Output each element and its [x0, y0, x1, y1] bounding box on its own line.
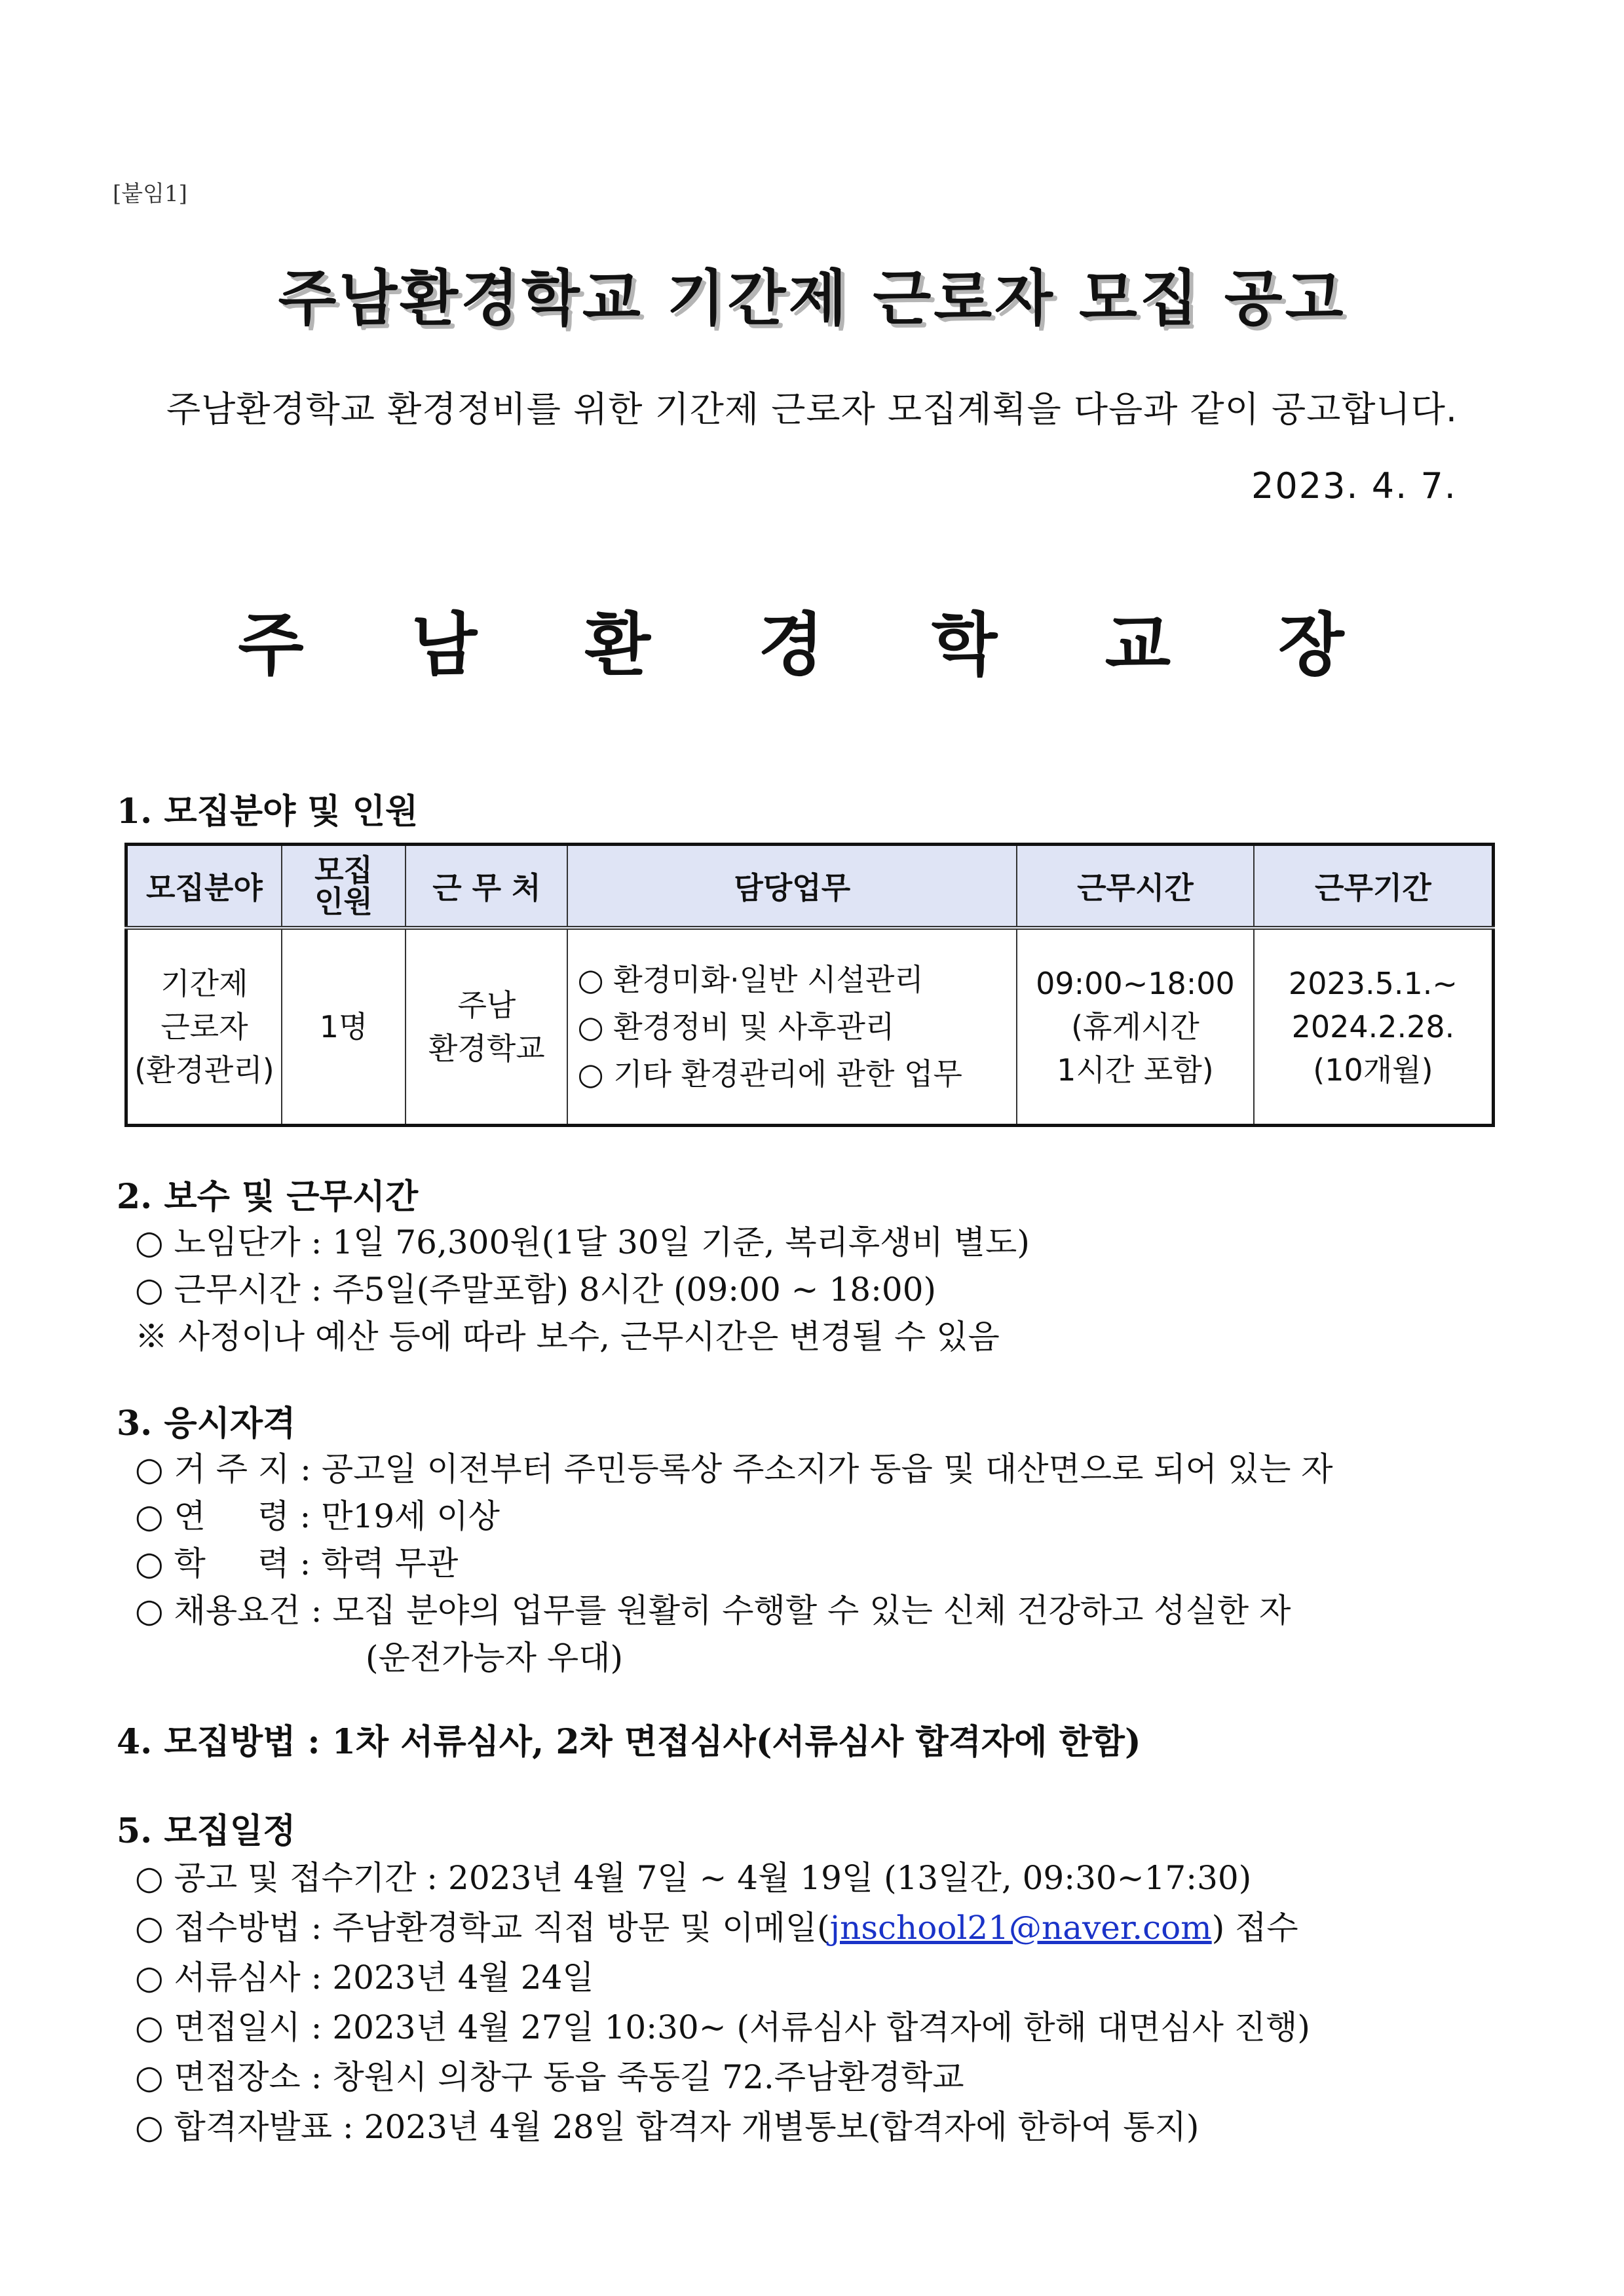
email-link[interactable]: jnschool21@naver.com — [829, 1909, 1212, 1947]
schedule-interview-date: ○ 면접일시 : 2023년 4월 27일 10:30~ (서류심사 합격자에 한해 대면심사 진행) — [135, 2008, 1310, 2046]
cell-field-line: 근로자 — [161, 1009, 248, 1044]
cell-place-line: 환경학교 — [428, 1031, 545, 1066]
cell-duty — [567, 928, 1017, 1126]
method-text-end: ) 접수 — [1211, 1909, 1298, 1947]
header-duty: 담당업무 — [567, 845, 1017, 928]
section5-heading: 5. 모집일정 — [117, 1811, 296, 1851]
section4-heading: 4. 모집방법 : 1차 서류심사, 2차 면접심사(서류심사 합격자에 한함) — [117, 1722, 1141, 1762]
principal-signature: 주 남 환 경 학 교 장 — [238, 605, 1386, 685]
pay-rate-line: ○ 노임단가 : 1일 76,300원(1달 30일 기준, 복리후생비 별도) — [135, 1223, 1030, 1261]
header-count — [282, 845, 406, 928]
section1-heading: 1. 모집분야 및 인원 — [117, 792, 419, 832]
page-title: 주남환경학교 기간제 근로자 모집 공고 — [278, 263, 1346, 334]
table-header-row — [126, 845, 1494, 928]
qualification-residence: ○ 거 주 지 : 공고일 이전부터 주민등록상 주소지가 동읍 및 대산면으로 되어 있는 자 — [135, 1450, 1333, 1488]
cell-duty-line: ○ 환경정비 및 사후관리 — [577, 1009, 895, 1044]
qualification-preference: (운전가능자 우대) — [366, 1639, 624, 1677]
cell-place — [406, 928, 567, 1126]
cell-field-line: 기간제 — [161, 966, 248, 1001]
header-hours: 근무시간 — [1017, 845, 1254, 928]
note-line: ※ 사정이나 예산 등에 따라 보수, 근무시간은 변경될 수 있음 — [135, 1318, 1000, 1356]
cell-hours — [1017, 928, 1254, 1126]
announcement-date: 2023. 4. 7. — [1251, 465, 1457, 507]
header-count-line2: 인원 — [314, 884, 373, 919]
cell-hours-line: (휴게시간 — [1071, 1009, 1199, 1044]
cell-hours-line: 09:00~18:00 — [1036, 966, 1235, 1001]
table-row — [126, 928, 1494, 1126]
work-hours-line: ○ 근무시간 : 주5일(주말포함) 8시간 (09:00 ~ 18:00) — [135, 1271, 937, 1309]
qualification-age: ○ 연 령 : 만19세 이상 — [135, 1497, 500, 1535]
schedule-interview-place: ○ 면접장소 : 창원시 의창구 동읍 죽동길 72.주남환경학교 — [135, 2058, 964, 2096]
method-text: ○ 접수방법 : 주남환경학교 직접 방문 및 이메일( — [135, 1909, 830, 1947]
cell-field-line: (환경관리) — [134, 1052, 274, 1088]
cell-period-line: 2023.5.1.~ — [1288, 966, 1458, 1001]
section3-heading: 3. 응시자격 — [117, 1404, 296, 1444]
header-field: 모집분야 — [126, 845, 282, 928]
schedule-application-method — [135, 1902, 1298, 1949]
qualification-requirement: ○ 채용요건 : 모집 분야의 업무를 원활히 수행할 수 있는 신체 건강하고 성실한 자 — [135, 1592, 1291, 1630]
cell-period — [1254, 928, 1494, 1126]
cell-hours-line: 1시간 포함) — [1057, 1052, 1214, 1088]
intro-text: 주남환경학교 환경정비를 위한 기간제 근로자 모집계획을 다음과 같이 공고합니다. — [166, 389, 1458, 430]
section2-heading: 2. 보수 및 근무시간 — [117, 1177, 419, 1217]
cell-count: 1명 — [282, 928, 406, 1126]
qualification-education: ○ 학 력 : 학력 무관 — [135, 1544, 459, 1582]
cell-duty-line: ○ 환경미화·일반 시설관리 — [577, 962, 924, 997]
cell-period-line: (10개월) — [1313, 1052, 1433, 1088]
header-count-line1: 모집 — [314, 852, 373, 888]
attachment-label: [붙임1] — [113, 181, 187, 207]
header-period: 근무기간 — [1254, 845, 1494, 928]
schedule-result-announcement: ○ 합격자발표 : 2023년 4월 28일 합격자 개별통보(합격자에 한하여 통지) — [135, 2108, 1199, 2146]
header-place: 근 무 처 — [406, 845, 567, 928]
cell-period-line: 2024.2.28. — [1291, 1009, 1455, 1044]
cell-field — [126, 928, 282, 1126]
schedule-document-review: ○ 서류심사 : 2023년 4월 24일 — [135, 1959, 594, 1997]
schedule-application-period: ○ 공고 및 접수기간 : 2023년 4월 7일 ~ 4월 19일 (13일간, 09:30~17:30) — [135, 1859, 1252, 1897]
recruitment-table — [124, 843, 1495, 1127]
cell-place-line: 주남 — [457, 987, 516, 1023]
cell-duty-line: ○ 기타 환경관리에 관한 업무 — [577, 1056, 962, 1092]
